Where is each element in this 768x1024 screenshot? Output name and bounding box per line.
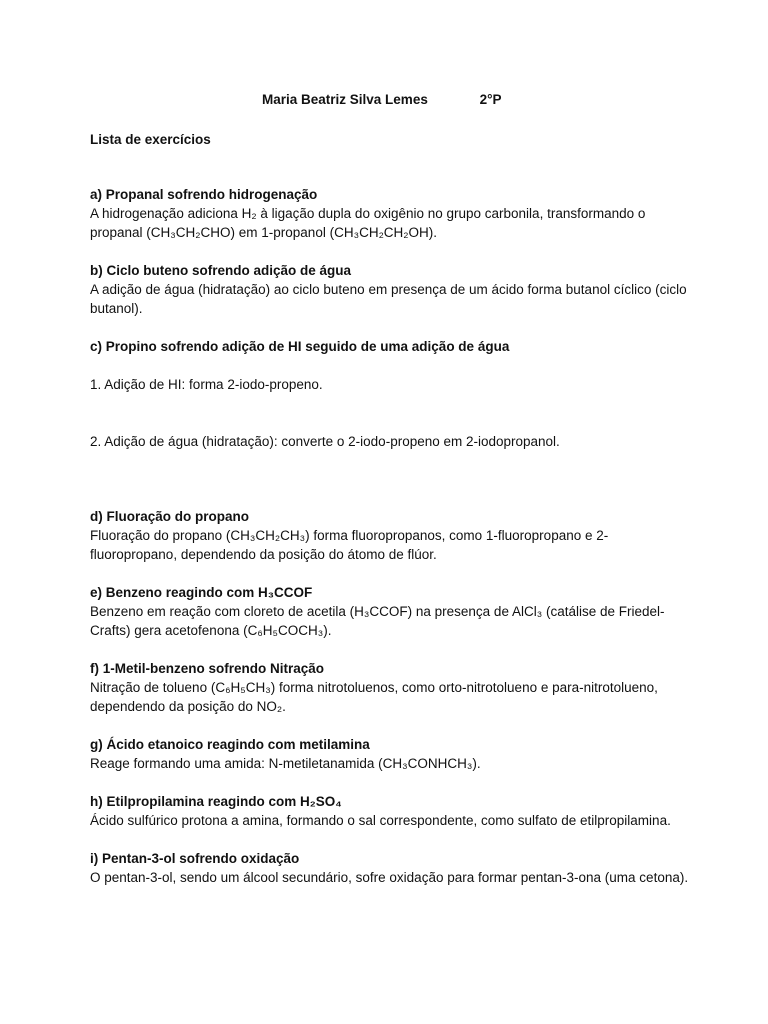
- spacer: [90, 773, 690, 792]
- spacer: [90, 451, 690, 507]
- question-c-step-2: 2. Adição de água (hidratação): converte o 2-iodo-propeno em 2-iodopropanol.: [90, 434, 560, 449]
- question-answer-i: O pentan-3-ol, sendo um álcool secundário, sofre oxidação para formar pentan-3-ona (uma cetona).: [90, 870, 689, 885]
- spacer: [90, 149, 690, 185]
- question-answer-b: A adição de água (hidratação) ao ciclo buteno em presença de um ácido forma butanol cíclico (ciclo butanol).: [90, 282, 687, 316]
- question-title-f: f) 1-Metil-benzeno sofrendo Nitração: [90, 661, 325, 676]
- question-title-i: i) Pentan-3-ol sofrendo oxidação: [90, 851, 300, 866]
- spacer: [90, 640, 690, 659]
- student-name: Maria Beatriz Silva Lemes: [262, 92, 428, 107]
- question-title-c: c) Propino sofrendo adição de HI seguido de uma adição de água: [90, 339, 510, 354]
- class-period: 2°P: [479, 92, 502, 107]
- question-answer-a: A hidrogenação adiciona H₂ à ligação dupla do oxigênio no grupo carbonila, transformando o propanal (CH₃CH₂CHO) em 1-propanol (CH₃CH₂CH₂OH).: [90, 206, 646, 240]
- question-title-e: e) Benzeno reagindo com H₃CCOF: [90, 585, 313, 600]
- spacer: [90, 564, 690, 583]
- question-title-h: h) Etilpropilamina reagindo com H₂SO₄: [90, 794, 342, 809]
- question-answer-g: Reage formando uma amida: N-metiletanamida (CH₃CONHCH₃).: [90, 756, 481, 771]
- spacer: [90, 394, 690, 432]
- question-answer-f: Nitração de tolueno (C₆H₅CH₃) forma nitrotoluenos, como orto-nitrotolueno e para-nitrotolueno, dependendo da posição do NO₂.: [90, 680, 658, 714]
- spacer: [90, 318, 690, 337]
- question-answer-e: Benzeno em reação com cloreto de acetila (H₃CCOF) na presença de AlCl₃ (catálise de Friedel-Crafts) gera acetofenona (C₆H₅COCH₃).: [90, 604, 665, 638]
- document-header: [262, 92, 502, 107]
- spacer: [90, 716, 690, 735]
- question-answer-d: Fluoração do propano (CH₃CH₂CH₃) forma fluoropropanos, como 1-fluoropropano e 2-fluoropropano, dependendo da posição do átomo de flúor.: [90, 528, 609, 562]
- question-title-g: g) Ácido etanoico reagindo com metilamina: [90, 737, 370, 752]
- spacer: [90, 242, 690, 261]
- spacer: [90, 356, 690, 375]
- question-title-d: d) Fluoração do propano: [90, 509, 249, 524]
- question-title-b: b) Ciclo buteno sofrendo adição de água: [90, 263, 352, 278]
- spacer: [90, 830, 690, 849]
- question-c-step-1: 1. Adição de HI: forma 2-iodo-propeno.: [90, 377, 323, 392]
- document-content: [90, 130, 690, 887]
- question-title-a: a) Propanal sofrendo hidrogenação: [90, 187, 318, 202]
- question-answer-h: Ácido sulfúrico protona a amina, formando o sal correspondente, como sulfato de etilpropilamina.: [90, 813, 671, 828]
- list-title: Lista de exercícios: [90, 132, 211, 147]
